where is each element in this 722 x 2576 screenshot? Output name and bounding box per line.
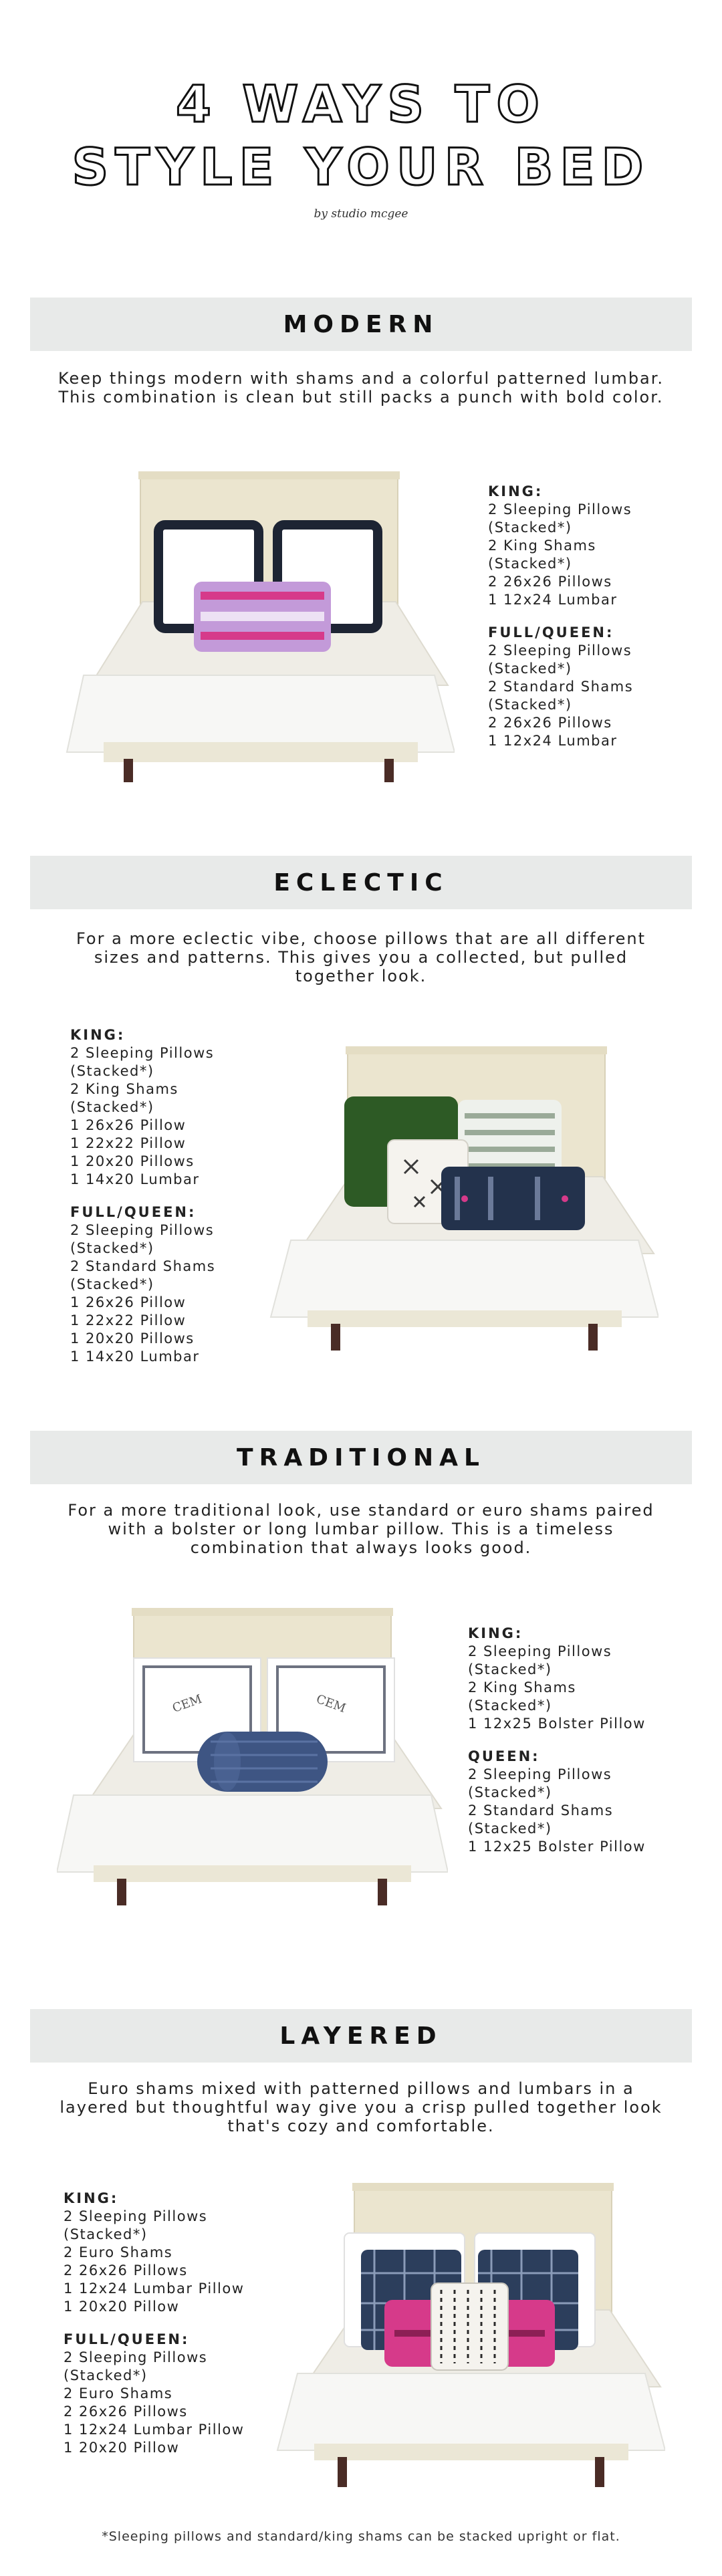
- spec-item: 1 14x20 Lumbar: [70, 1171, 200, 1187]
- spec-label-full-queen: FULL/QUEEN:: [64, 2331, 190, 2347]
- section-description-layered: Euro shams mixed with patterned pillows and lumbars in a layered but thoughtful way give you a crisp pulled together look that's cozy and comfortable.: [59, 2079, 663, 2135]
- spec-item: (Stacked*): [70, 1099, 154, 1115]
- spec-item: 1 12x25 Bolster Pillow: [468, 1839, 646, 1855]
- spec-item: 2 26x26 Pillows: [488, 574, 612, 590]
- section-description-eclectic: For a more eclectic vibe, choose pillows that are all different sizes and patterns. This gives you a collected, but pulled together look.: [76, 929, 646, 985]
- spec-label-king: KING:: [64, 2190, 119, 2206]
- bed-illustration-traditional: [57, 1608, 448, 1905]
- section-header-modern: MODERN: [30, 298, 692, 351]
- spec-item: 1 22x22 Pillow: [70, 1135, 187, 1151]
- bed-illustration-modern: [64, 471, 455, 782]
- spec-item: 2 Standard Shams: [70, 1258, 216, 1274]
- spec-item: (Stacked*): [64, 2367, 148, 2383]
- spec-item: 1 12x24 Lumbar Pillow: [64, 2280, 245, 2297]
- spec-item: 1 12x24 Lumbar: [488, 733, 618, 749]
- spec-item: (Stacked*): [64, 2226, 148, 2242]
- spec-item: 2 Sleeping Pillows: [64, 2208, 208, 2224]
- spec-label-queen: QUEEN:: [468, 1748, 540, 1764]
- spec-item: (Stacked*): [488, 519, 572, 536]
- section-header-traditional: TRADITIONAL: [30, 1431, 692, 1484]
- spec-item: 1 26x26 Pillow: [70, 1294, 187, 1310]
- spec-item: (Stacked*): [70, 1276, 154, 1292]
- spec-item: (Stacked*): [488, 661, 572, 677]
- spec-item: (Stacked*): [468, 1697, 552, 1714]
- spec-item: 1 20x20 Pillows: [70, 1330, 195, 1346]
- page-title-line2: STYLE YOUR BED: [72, 137, 650, 197]
- spec-item: 1 12x24 Lumbar: [488, 592, 618, 608]
- spec-item: 2 26x26 Pillows: [64, 2262, 188, 2278]
- spec-item: (Stacked*): [468, 1661, 552, 1677]
- spec-item: 2 Sleeping Pillows: [488, 501, 632, 517]
- byline: by studio mcgee: [314, 207, 408, 221]
- section-header-layered: LAYERED: [30, 2009, 692, 2063]
- spec-item: (Stacked*): [70, 1063, 154, 1079]
- spec-item: (Stacked*): [488, 697, 572, 713]
- spec-item: 2 Standard Shams: [488, 679, 634, 695]
- spec-item: 1 20x20 Pillow: [64, 2299, 180, 2315]
- spec-item: 2 Sleeping Pillows: [64, 2349, 208, 2365]
- spec-item: (Stacked*): [70, 1240, 154, 1256]
- spec-item: (Stacked*): [488, 556, 572, 572]
- monogram-right: CEM: [314, 1691, 348, 1716]
- page-title-line1: 4 WAYS TO: [176, 74, 546, 134]
- specs-layered: [64, 2190, 244, 2457]
- spec-item: (Stacked*): [468, 1784, 552, 1800]
- spec-item: 2 Sleeping Pillows: [70, 1045, 215, 1061]
- spec-item: 2 26x26 Pillows: [64, 2404, 188, 2420]
- spec-item: 2 King Shams: [468, 1679, 576, 1695]
- spec-item: 2 Sleeping Pillows: [488, 642, 632, 659]
- spec-label-full-queen: FULL/QUEEN:: [70, 1204, 197, 1220]
- spec-label-king: KING:: [468, 1625, 523, 1641]
- spec-label-full-queen: FULL/QUEEN:: [488, 624, 614, 640]
- spec-item: 2 King Shams: [70, 1081, 178, 1097]
- section-header-eclectic: ECLECTIC: [30, 856, 692, 909]
- section-description-modern: Keep things modern with shams and a colorful patterned lumbar. This combination is clean but still packs a punch with bold color.: [57, 369, 665, 406]
- spec-item: 2 Standard Shams: [468, 1802, 614, 1819]
- spec-label-king: KING:: [488, 483, 544, 499]
- bed-illustration-eclectic: [267, 1046, 658, 1351]
- spec-item: 2 Sleeping Pillows: [468, 1643, 612, 1659]
- spec-item: 2 Sleeping Pillows: [70, 1222, 215, 1238]
- spec-item: 1 26x26 Pillow: [70, 1117, 187, 1133]
- spec-item: 2 Euro Shams: [64, 2385, 173, 2402]
- spec-item: 1 20x20 Pillow: [64, 2440, 180, 2456]
- spec-item: 1 22x22 Pillow: [70, 1312, 187, 1328]
- section-description-traditional: For a more traditional look, use standard or euro shams paired with a bolster or long lumbar pillow. This is a timeless combination that always looks good.: [68, 1501, 654, 1557]
- spec-item: 1 12x24 Lumbar Pillow: [64, 2422, 245, 2438]
- spec-item: 1 12x25 Bolster Pillow: [468, 1716, 646, 1732]
- spec-item: 2 King Shams: [488, 538, 596, 554]
- spec-label-king: KING:: [70, 1027, 126, 1043]
- monogram-left: CEM: [170, 1691, 204, 1716]
- specs-eclectic: [70, 1026, 215, 1366]
- specs-traditional: [468, 1625, 646, 1856]
- spec-item: 2 Sleeping Pillows: [468, 1766, 612, 1782]
- spec-item: (Stacked*): [468, 1821, 552, 1837]
- spec-item: 2 26x26 Pillows: [488, 715, 612, 731]
- bed-illustration-layered: [274, 2183, 665, 2487]
- footnote: *Sleeping pillows and standard/king shams can be stacked upright or flat.: [102, 2529, 620, 2544]
- specs-modern: [488, 483, 633, 750]
- spec-item: 2 Euro Shams: [64, 2244, 173, 2260]
- spec-item: 1 14x20 Lumbar: [70, 1349, 200, 1365]
- spec-item: 1 20x20 Pillows: [70, 1153, 195, 1169]
